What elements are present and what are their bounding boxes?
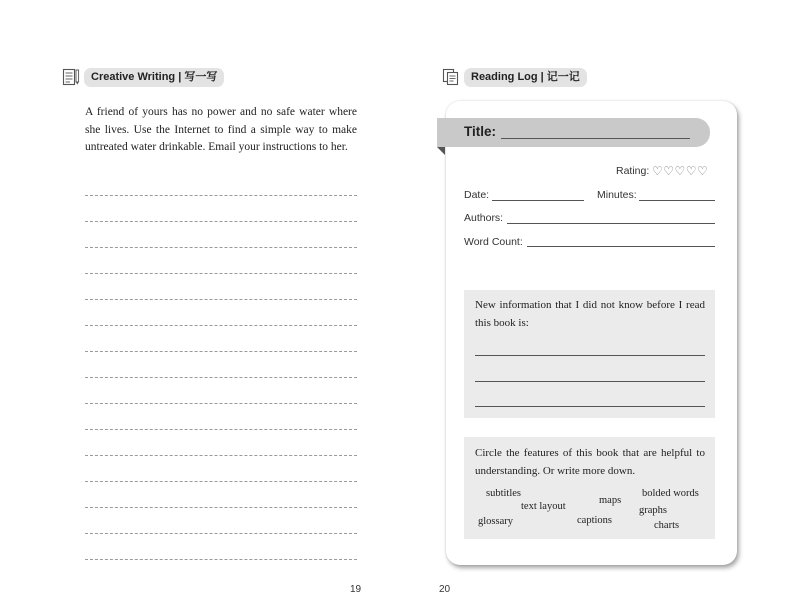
feature-glossary[interactable]: glossary	[478, 516, 513, 527]
feature-bolded-words[interactable]: bolded words	[642, 488, 699, 499]
writing-line[interactable]	[85, 429, 357, 430]
page-number-right: 20	[439, 584, 451, 595]
writing-prompt: A friend of yours has no power and no safe water where she lives. Use the Internet to find a simple way to make untreated water drinkable. Email your instructions to her.	[85, 106, 357, 153]
new-info-line[interactable]	[475, 355, 705, 356]
writing-line[interactable]	[85, 533, 357, 534]
writing-line[interactable]	[85, 273, 357, 274]
writing-line[interactable]	[85, 455, 357, 456]
writing-line[interactable]	[85, 403, 357, 404]
new-info-prompt: New information that I did not know before I read this book is:	[475, 299, 705, 329]
minutes-input-line[interactable]	[639, 200, 715, 201]
new-info-line[interactable]	[475, 381, 705, 382]
page-number-left: 19	[350, 584, 362, 595]
feature-charts[interactable]: charts	[654, 520, 680, 531]
writing-line[interactable]	[85, 299, 357, 300]
writing-line[interactable]	[85, 247, 357, 248]
title-band-fold	[437, 147, 445, 155]
date-label: Date:	[464, 189, 490, 201]
reading-log-header: Reading Log | 记一记	[464, 68, 587, 87]
date-input-line[interactable]	[492, 200, 584, 201]
writing-line[interactable]	[85, 195, 357, 196]
writing-line[interactable]	[85, 325, 357, 326]
pencil-notebook-icon	[62, 68, 80, 86]
authors-label: Authors:	[464, 212, 504, 224]
feature-graphs[interactable]: graphs	[639, 505, 667, 516]
feature-text-layout[interactable]: text layout	[521, 501, 566, 512]
minutes-label: Minutes:	[597, 189, 637, 201]
feature-captions[interactable]: captions	[577, 515, 612, 526]
writing-line[interactable]	[85, 351, 357, 352]
creative-writing-header: Creative Writing | 写一写	[84, 68, 224, 87]
features-prompt: Circle the features of this book that are helpful to understanding. Or write more down.	[475, 447, 705, 477]
feature-subtitles[interactable]: subtitles	[486, 488, 522, 499]
word-count-label: Word Count:	[464, 236, 523, 248]
rating-hearts[interactable]: ♡♡♡♡♡	[652, 164, 709, 178]
writing-line[interactable]	[85, 481, 357, 482]
authors-input-line[interactable]	[507, 223, 715, 224]
writing-line[interactable]	[85, 377, 357, 378]
word-count-input-line[interactable]	[527, 246, 715, 247]
feature-maps[interactable]: maps	[599, 495, 622, 506]
writing-line[interactable]	[85, 507, 357, 508]
writing-line[interactable]	[85, 559, 357, 560]
writing-line[interactable]	[85, 221, 357, 222]
new-info-line[interactable]	[475, 406, 705, 407]
rating-label: Rating:	[616, 165, 650, 177]
title-label: Title:	[464, 124, 497, 139]
book-pages-icon	[442, 68, 460, 86]
title-input-line[interactable]	[501, 138, 690, 139]
